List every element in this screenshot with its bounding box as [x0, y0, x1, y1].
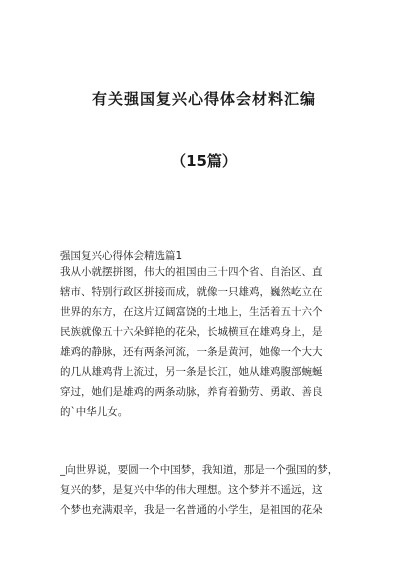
paragraph-line: 的`中华儿女。 [60, 406, 129, 418]
paragraph-line: 穿过，她们是雄鸡的两条动脉，养育着勤劳、勇敢、善良 [60, 386, 323, 398]
paragraph-line: 世界的东方，在这片辽阔富饶的土地上，生活着五十六个 [60, 306, 323, 318]
document-title: 有关强国复兴心得体会材料汇编 [91, 90, 316, 108]
document-count: （15篇） [171, 152, 237, 170]
paragraph-line: 复兴的梦，是复兴中华的伟大理想。这个梦并不遥远，这 [60, 484, 323, 496]
paragraph-line: _向世界说，要圆一个中国梦，我知道，那是一个强国的梦， [60, 464, 339, 476]
paragraph-line: 我从小就摆拼图，伟大的祖国由三十四个省、自治区、直 [60, 266, 323, 278]
paragraph-line: 民族就像五十六朵鲜艳的花朵，长城横亘在雄鸡身上，是 [60, 326, 323, 338]
section-heading: 强国复兴心得体会精选篇1 [60, 250, 183, 262]
paragraph-line: 雄鸡的静脉，还有两条河流，一条是黄河，她像一个大大 [60, 346, 323, 358]
paragraph-line: 辖市、特别行政区拼接而成，就像一只雄鸡，巍然屹立在 [60, 286, 323, 298]
paragraph-2 [60, 460, 360, 520]
paragraph-line: 的几从雄鸡背上流过，另一条是长江，她从雄鸡腹部蜿蜒 [60, 366, 323, 378]
paragraph-line: 个梦也充满艰辛，我是一名普通的小学生，是祖国的花朵 [60, 504, 323, 516]
paragraph-1 [60, 262, 360, 422]
